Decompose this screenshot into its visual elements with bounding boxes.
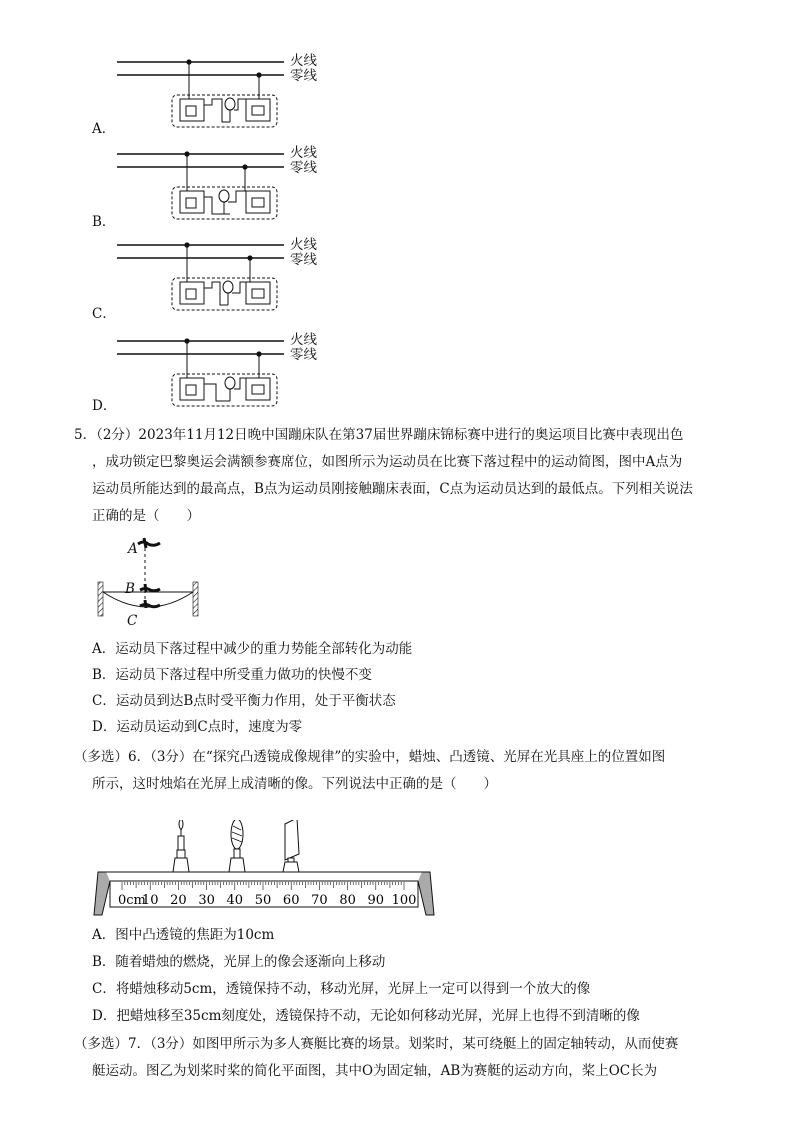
q6-option-a[interactable]: A．图中凸透镜的焦距为10cm bbox=[92, 927, 275, 943]
ruler-label: 90 bbox=[367, 893, 385, 908]
ruler-label: 60 bbox=[282, 893, 300, 908]
light-screen bbox=[283, 820, 299, 872]
circuit-b bbox=[117, 151, 284, 219]
circuit-diagrams bbox=[0, 0, 794, 420]
optical-bench-figure bbox=[92, 820, 437, 920]
live-wire-label-b: 火线 bbox=[290, 145, 317, 161]
q6-option-c[interactable]: C．将蜡烛移动5cm，透镜保持不动，移动光屏，光屏上一定可以得到一个放大的像 bbox=[92, 981, 591, 997]
circuit-a bbox=[117, 59, 284, 127]
ruler-label: 80 bbox=[339, 893, 356, 908]
q6-line-1: （多选）6．（3分）在“探究凸透镜成像规律”的实验中，蜡烛、凸透镜、光屏在光具座上的位置如图 bbox=[74, 749, 666, 765]
q5-option-d[interactable]: D．运动员运动到C点时，速度为零 bbox=[92, 719, 303, 735]
circuit-c bbox=[117, 242, 284, 310]
figure-label-a: A bbox=[128, 541, 138, 557]
candle bbox=[173, 820, 189, 872]
q5-option-b[interactable]: B．运动员下落过程中所受重力做功的快慢不变 bbox=[92, 667, 372, 683]
live-wire-label-c: 火线 bbox=[290, 237, 317, 253]
q5-line-1: 5．（2分）2023年11月12日晚中国蹦床队在第37届世界蹦床锦标赛中进行的奥运项目比赛中表现出色 bbox=[74, 427, 684, 443]
circuit-option-d[interactable]: D． bbox=[92, 398, 117, 414]
neutral-wire-label-b: 零线 bbox=[290, 160, 317, 176]
q6-option-b[interactable]: B．随着蜡烛的燃烧，光屏上的像会逐渐向上移动 bbox=[92, 954, 386, 970]
neutral-wire-label-d: 零线 bbox=[290, 347, 317, 363]
convex-lens bbox=[229, 820, 245, 872]
ruler-label: 40 bbox=[226, 893, 244, 908]
figure-label-c: C bbox=[127, 613, 138, 629]
neutral-wire-label-a: 零线 bbox=[290, 68, 317, 84]
circuit-option-b[interactable]: B． bbox=[92, 214, 116, 230]
ruler-label: 100 bbox=[391, 893, 417, 908]
ruler-label: 0cm bbox=[118, 893, 146, 908]
circuit-d bbox=[117, 338, 284, 406]
figure-label-b: B bbox=[125, 581, 135, 597]
live-wire-label-a: 火线 bbox=[290, 53, 317, 69]
live-wire-label-d: 火线 bbox=[290, 332, 317, 348]
ruler-label: 30 bbox=[198, 893, 215, 908]
trampoline-figure bbox=[90, 530, 210, 630]
q5-option-a[interactable]: A．运动员下落过程中减少的重力势能全部转化为动能 bbox=[92, 641, 413, 657]
q5-option-c[interactable]: C．运动员到达B点时受平衡力作用，处于平衡状态 bbox=[92, 693, 396, 709]
q5-line-4: 正确的是（ ） bbox=[92, 508, 200, 524]
q5-line-2: ，成功锁定巴黎奥运会满额参赛席位，如图所示为运动员在比赛下落过程中的运动简图，图中A点为 bbox=[92, 454, 683, 470]
ruler-label: 20 bbox=[170, 893, 187, 908]
ruler-label: 50 bbox=[254, 893, 272, 908]
ruler-label: 70 bbox=[311, 893, 328, 908]
q6-option-d[interactable]: D．把蜡烛移至35cm刻度处，透镜保持不动，无论如何移动光屏，光屏上也得不到清晰的像 bbox=[92, 1008, 640, 1024]
q7-line-1: （多选）7．（3分）如图甲所示为多人赛艇比赛的场景。划桨时，某可绕艇上的固定轴转动，从而使赛 bbox=[74, 1036, 679, 1052]
circuit-option-a[interactable]: A． bbox=[92, 121, 116, 137]
circuit-option-c[interactable]: C． bbox=[92, 306, 116, 322]
neutral-wire-label-c: 零线 bbox=[290, 252, 317, 268]
q5-line-3: 运动员所能达到的最高点，B点为运动员刚接触蹦床表面，C点为运动员达到的最低点。下列相关说法 bbox=[92, 481, 693, 497]
q6-line-2: 所示，这时烛焰在光屏上成清晰的像。下列说法中正确的是（ ） bbox=[92, 776, 497, 792]
q7-line-2: 艇运动。图乙为划桨时桨的简化平面图，其中O为固定轴，AB为赛艇的运动方向，桨上OC长为 bbox=[92, 1063, 658, 1079]
ruler-label: 10 bbox=[141, 893, 159, 908]
